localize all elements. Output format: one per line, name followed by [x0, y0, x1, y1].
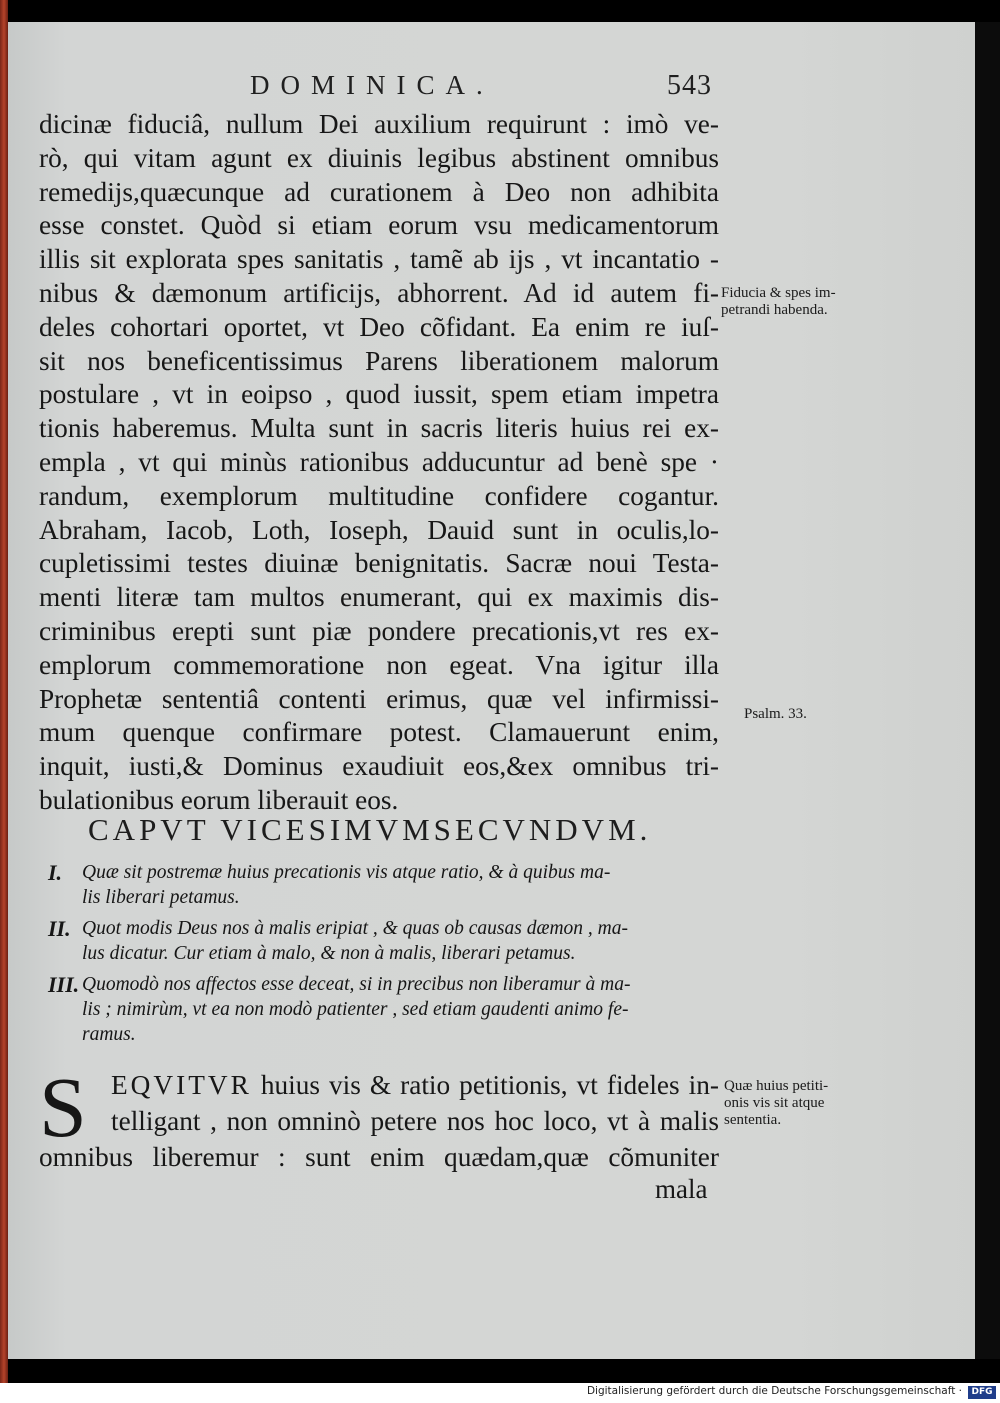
text-line: nibus & dæmonum artificijs, abhorrent. Ad id autem fi- — [39, 277, 719, 308]
chapter-summary — [48, 860, 708, 1047]
summary-line: Quot modis Deus nos à malis eripiat , & quas ob causas dæmon , ma- — [82, 918, 629, 939]
text-line: omnibus liberemur : sunt enim quædam,quæ cõmuniter — [39, 1142, 719, 1172]
margin-note-line: Quæ huius petiti- — [724, 1078, 829, 1094]
text-line: illis sit explorata spes sanitatis , tamẽ ab ijs , vt incantatio - — [39, 244, 719, 275]
text-line: deles cohortari oportet, vt Deo cõfidant. Ea enim re iuſ- — [39, 311, 719, 342]
text-line: rò, qui vitam agunt ex diuinis legibus abstinent omnibus — [39, 142, 719, 173]
text-line: Abraham, Iacob, Loth, Ioseph, Dauid sunt in oculis,lo- — [39, 514, 719, 545]
summary-line: lis liberari petamus. — [82, 887, 240, 908]
text-line: sit nos beneficentissimus Parens liberationem malorum — [39, 345, 719, 376]
drop-cap: S — [39, 1059, 87, 1155]
text-line: criminibus erepti sunt piæ pondere precationis,vt res ex- — [39, 615, 719, 646]
book-spine — [0, 0, 8, 1383]
summary-line: lus dicatur. Cur etiam à malo, & non à malis, liberari petamus. — [82, 943, 576, 964]
text-segment: huius vis & ratio petitionis, vt fideles in- — [251, 1070, 719, 1100]
text-line: remedijs,quæcunque ad curationem à Deo non adhibita — [39, 176, 719, 207]
running-head — [250, 70, 720, 104]
summary-number: III. — [48, 972, 80, 997]
chapter-body — [39, 1059, 719, 1175]
summary-line: ramus. — [82, 1024, 136, 1045]
opening-smallcaps: EQVITVR — [111, 1070, 252, 1100]
margin-note-line: sententia. — [724, 1112, 782, 1128]
margin-note-line: Psalm. 33. — [744, 706, 807, 722]
summary-item — [48, 860, 708, 910]
text-line: telligant , non omninò petere nos hoc loco, vt à malis — [111, 1106, 719, 1136]
text-line — [39, 1067, 719, 1103]
text-line: tionis haberemus. Multa sunt in sacris literis huius rei ex- — [39, 413, 719, 444]
margin-note-line: Fiducia & spes im- — [721, 285, 836, 301]
page-number: 543 — [667, 70, 712, 101]
margin-note — [724, 1078, 828, 1129]
text-line: postulare , vt in eoipso , quod iussit, spem etiam impetra — [39, 379, 719, 410]
margin-note-line: onis vis sit atque — [724, 1095, 825, 1111]
text-line: mum quenque confirmare potest. Clamauerunt enim, — [39, 717, 719, 748]
margin-note — [721, 285, 836, 319]
summary-item — [48, 916, 708, 966]
summary-number: II. — [48, 916, 71, 941]
margin-note-line: petrandi habenda. — [721, 302, 828, 318]
margin-note — [744, 706, 807, 723]
text-line: Prophetæ sententiâ contenti erimus, quæ vel infirmissi- — [39, 683, 719, 714]
summary-item — [48, 972, 708, 1047]
dfg-logo: DFG — [968, 1386, 996, 1399]
text-line: inquit, iusti,& Dominus exaudiuit eos,&ex omnibus tri- — [39, 751, 719, 782]
summary-line: Quæ sit postremæ huius precationis vis atque ratio, & à quibus ma- — [82, 862, 611, 883]
text-line: bulationibus eorum liberauit eos. — [39, 784, 399, 815]
text-line: empla , vt qui minùs rationibus adducuntur ad benè spe · — [39, 446, 719, 477]
running-head-title: DOMINICA. — [250, 70, 494, 100]
chapter-title: CAPVT VICESIMVMSECVNDVM. — [88, 812, 652, 847]
body-text — [39, 108, 719, 818]
text-line: emplorum commemoratione non egeat. Vna igitur illa — [39, 649, 719, 680]
summary-number: I. — [48, 860, 63, 885]
footer-bar — [0, 1383, 1000, 1403]
catchword: mala — [655, 1174, 708, 1204]
text-line: esse constet. Quòd si etiam eorum vsu medicamentorum — [39, 210, 719, 241]
text-line: dicinæ fiduciâ, nullum Dei auxilium requirunt : imò ve- — [39, 109, 719, 139]
funding-notice: Digitalisierung gefördert durch die Deutsche Forschungsgemeinschaft · — [586, 1385, 962, 1397]
text-line: menti literæ tam multos enumerant, qui ex maximis dis- — [39, 582, 719, 613]
summary-line: Quomodò nos affectos esse deceat, si in precibus non liberamur à ma- — [82, 974, 631, 995]
page-edge-shadow — [975, 22, 1000, 1359]
summary-line: lis ; nimirùm, vt ea non modò patienter , sed etiam gaudenti animo fe- — [82, 999, 629, 1020]
text-line: randum, exemplorum multitudine confidere cogantur. — [39, 480, 719, 511]
text-line: cupletissimi testes diuinæ benignitatis. Sacræ noui Testa- — [39, 548, 719, 579]
